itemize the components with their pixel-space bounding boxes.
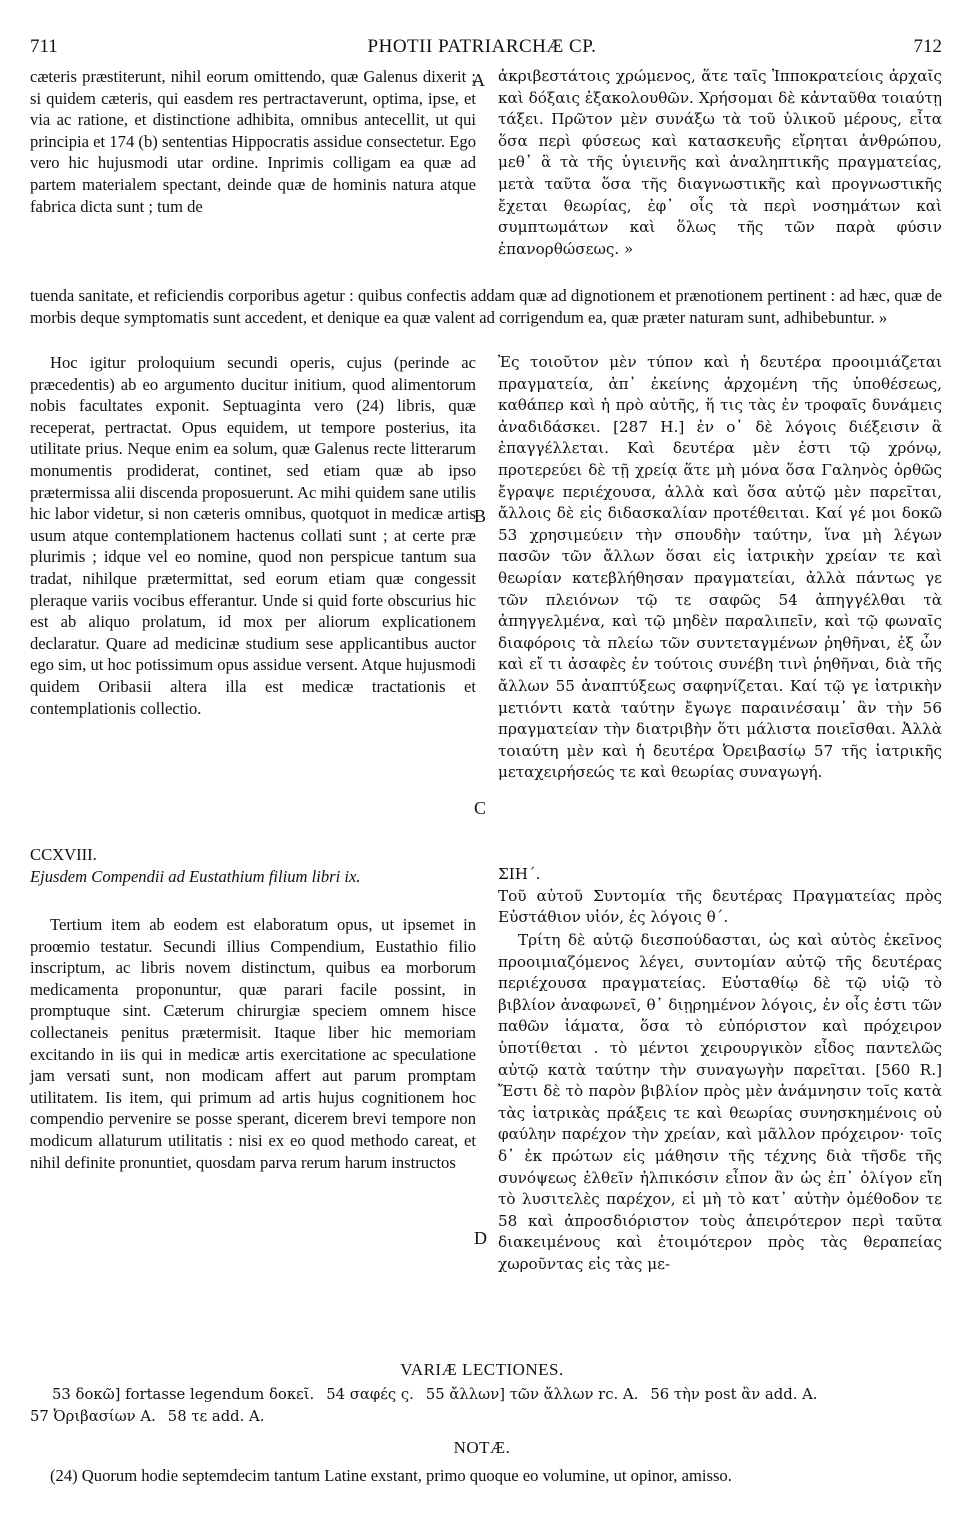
margin-marker-c: C bbox=[474, 798, 487, 818]
page-number-left: 711 bbox=[30, 36, 58, 57]
greek-paragraph: ἀκριβεστάτοις χρώμενος, ἅτε ταῖς Ἱπποκρατείοις ἀρχαῖς καὶ δόξαις ἐξακολουθῶν. Χρήσομαι δὲ κἀνταῦθα τοιαύτῃ τάξει. Πρῶτον μὲν συνάξω τὰ τοῦ ὑλικοῦ μέρους, εἶτα ὅσα περὶ φύσεως καὶ κατασκευῆς εἴρηται ἀνθρώπου, μεθ᾽ ἃ τὰ τῆς ὑγιεινῆς καὶ ἀναληπτικῆς πραγματείας, μετὰ ταῦτα ὅσα τῆς διαγνωστικῆς καὶ προγνωστικῆς ἔχεται θεωρίας, ἐφ᾽ οἷς τὰ περὶ νοσημάτων καὶ συμπτωμάτων καὶ ὅλως τῆς τῶν παρὰ φύσιν ἐπανορθώσεως. » bbox=[498, 67, 942, 258]
margin-marker-b: B bbox=[474, 506, 487, 526]
greek-section-number: ΣΙΗ΄. bbox=[498, 865, 541, 883]
greek-column-block-2 bbox=[498, 352, 942, 784]
variant-57: 57 Ὀριβασίων A. bbox=[30, 1408, 156, 1425]
running-title: PHOTII PATRIARCHÆ CP. bbox=[367, 36, 597, 57]
variae-lectiones-heading: VARIÆ LECTIONES. bbox=[400, 1360, 564, 1379]
margin-marker-a: A bbox=[472, 70, 485, 90]
page bbox=[22, 0, 942, 1540]
margin-marker-d: D bbox=[474, 1228, 487, 1248]
variant-55: 55 ἄλλων] τῶν ἄλλων rc. A. bbox=[425, 1386, 639, 1403]
latin-section-heading bbox=[30, 844, 476, 887]
latin-section-title: Ejusdem Compendii ad Eustathium filium libri ix. bbox=[30, 866, 361, 886]
variant-54: 54 σαφές ς. bbox=[326, 1386, 414, 1403]
full-width-bridge bbox=[30, 285, 942, 328]
greek-column-block-3 bbox=[498, 930, 942, 1276]
variant-56: 56 τὴν post ἂν add. A. bbox=[650, 1386, 818, 1403]
latin-section-number: CCXVIII. bbox=[30, 845, 97, 864]
latin-paragraph: cæteris præstiterunt, nihil eorum omittendo, quæ Galenus dixerit ; si quidem cæteris, qui easdem res pertractaverunt, optima, ipse, et via ac ratione, et distinctione adhibita, omnibus antecellit, ut qui principia et 174 (b) sententias Hippocratis assidue consectetur. Ego vero hic hujusmodi utar ordine. Inprimis colligam ea quæ ad partem materialem spectant, deinde quæ de hominis natura atque fabrica dicta sunt ; tum de bbox=[30, 67, 476, 216]
notae-heading: NOTÆ. bbox=[453, 1438, 511, 1457]
variae-line-2 bbox=[30, 1406, 920, 1427]
latin-column-block-1 bbox=[30, 66, 476, 217]
variant-58: 58 τε add. A. bbox=[167, 1408, 265, 1425]
note-24: (24) Quorum hodie septemdecim tantum Latine exstant, primo quoque eo volumine, ut opinor, amisso. bbox=[50, 1466, 732, 1485]
greek-paragraph: Τρίτη δὲ αὐτῷ διεσπούδασται, ὡς καὶ αὐτὸς ἐκεῖνος προοιμιαζόμενος λέγει, συντομίαν αὐτῷ τῆς δευτέρας περιέχουσα πραγματείας. Εὐσταθίῳ δὲ τῷ υἱῷ τὸ βιβλίον ἀναφωνεῖ, θ᾽ διῃρημένον λόγοις, ἐν οἷς ἐστι τῶν παθῶν ἰάματα, ὅσα τὸ εὐπόριστον καὶ πρόχειρον ὑποτίθεται . τὸ μέντοι χειρουργικὸν εἶδος παντελῶς αὐτῷ κατὰ ταύτην τὴν συναγωγὴν παρεῖται. [560 R.] Ἔστι δὲ τὸ παρὸν βιβλίον πρὸς μὲν ἀνάμνησιν τοῖς κατὰ τὰς ἰατρικὰς πράξεις τε καὶ θεωρίας συνησκημένοις οὐ φαύλην παρέχον τὴν χρείαν, καὶ μᾶλλον πρόχειρον· τοῖς δ᾽ ἐκ πρώτων εἰς μάθησιν τῆς τέχνης διὰ τῆσδε τῆς συνόψεως ἐλθεῖν ἠλπικόσιν εἶπον ἂν ὡς ἐπ᾽ ὀλίγον εἴη τὸ λυσιτελὲς παρέχον, εἰ μὴ τὸ κατ᾽ αὐτὴν ὁμέθοδον τε 58 καὶ ἀπροσδιόριστον τοὺς ἀπειρότερον περὶ ταῦτα διακειμένους καὶ ἑτοιμότερον πρὸς τὰς θεραπείας χωροῦντας εἰς τὰς με- bbox=[498, 931, 942, 1273]
variant-53: 53 δοκῶ] fortasse legendum δοκεῖ. bbox=[52, 1386, 315, 1403]
greek-section-title: Τοῦ αὐτοῦ Συντομία τῆς δευτέρας Πραγματείας πρὸς Εὐστάθιον υἱόν, ἐς λόγοις θ΄. bbox=[498, 886, 942, 927]
latin-column-block-2 bbox=[30, 352, 476, 719]
greek-section-heading bbox=[498, 864, 942, 929]
greek-column-block-1 bbox=[498, 66, 942, 260]
latin-paragraph: Hoc igitur proloquium secundi operis, cujus (perinde ac præcedentis) ab eo argumento ducitur initium, quod alimentorum nobis facultates exponit. Septuaginta vero (24) libris, quæ receperat, pertractat. Opus equidem, ut tempore posterius, ita utilitate prius. Neque enim ea solum, quæ Galenus recte litterarum monumentis prodiderat, continet, sed etiam quæ ab ipso prætermissa alii discenda proposuerunt. Ac mihi quidem sane utilis hic labor videtur, si non cæteris omnibus, quotquot in medicæ artis usum atque contemplationem hactenus collati sunt ; at certe præ plurimis ; idque vel eo nomine, quod non perspicue tantum sua tradat, nihilque prætermittat, sed eorum etiam quæ congessit pleraque variis vocibus efferantur. Unde si quid forte obscurius hic est ab aliquo prolatum, id mox per aliorum explicationem declaratur. Quare ad medicinæ studium sese applicantibus auctor ego sim, ut hoc potissimum opus assidue versent. Atque hujusmodi quidem Oribasii altera illa est medicæ tractationis et contemplationis collectio. bbox=[30, 353, 476, 718]
latin-column-block-3 bbox=[30, 914, 476, 1173]
greek-paragraph: Ἐς τοιοῦτον μὲν τύπον καὶ ἡ δευτέρα προοιμιάζεται πραγματεία, ἀπ᾽ ἐκείνης ἀρχομένη τῆς ὑποθέσεως, καθάπερ καὶ ἡ πρὸ αὐτῆς, ἥ τις τὰς ἐν τροφαῖς δυνάμεις ἀναδιδάσκει. [287 H.] ἐν ο᾽ δὲ λόγοις διέξεισιν ἃ ἐπαγγέλλεται. Καὶ δευτέρα μὲν ἐστι τῷ χρόνῳ, προτερεύει δὲ τῇ χρείᾳ ἅτε μὴ μόνα ὅσα Γαληνὸς ὀρθῶς ἔγραψε περιέχουσα, ἀλλὰ καὶ ὅσα αὐτῷ μὲν παρεῖται, ἄλλοις δὲ εἰς διδασκαλίαν προτέθειται. Καί γέ μοι δοκῶ 53 χρησιμεύειν τὴν σπουδὴν ταύτην, ἵνα μὴ λέγων πασῶν τῶν ἄλλων ὅσαι εἰς ἰατρικὴν χρείαν τε καὶ θεωρίαν κατεβλήθησαν πραγματείαι, ἀλλὰ πάντως γε τῶν πλειόνων τῷ τε σαφῶς 54 ἀπηγγέλθαι τὰ ἀπηγγελμένα, καὶ τῷ μηδὲν παραλιπεῖν, καὶ τῷ φωναῖς διαφόροις τὰ πλείω τῶν συντεταγμένων ῥηθῆναι, ἐξ ὧν καὶ εἴ τι ἀσαφὲς ἐν τούτοις συνέβη τινὶ ῥηθῆναι, διὰ τῆς ἄλλων 55 ἀναπτύξεως σαφηνίζεται. Καί τῷ γε ἰατρικὴν μετιόντι κατὰ ταύτην ἔγωγε παραινέσαιμ᾽ ἂν τὴν 56 πραγματείαν τὴν διατριβὴν ὅτι μάλιστα ποιεῖσθαι. Ἀλλὰ τοιαύτη μὲν καὶ ἡ δευτέρα Ὀρειβασίῳ 57 τῆς ἰατρικῆς μεταχειρήσεώς τε καὶ θεωρίας συναγωγή. bbox=[498, 353, 942, 782]
page-number-right: 712 bbox=[913, 36, 942, 57]
running-header bbox=[22, 36, 942, 62]
bridge-paragraph: tuenda sanitate, et reficiendis corporibus agetur : quibus confectis addam quæ ad dignotionem et prænotionem pertinent : ad hæc, quæ de morbis deque symptomatis sunt accedent, et denique ea quæ valent ad corrigendum ea, quæ præter naturam sunt, adhibebuntur. » bbox=[30, 286, 942, 327]
notae-text bbox=[30, 1466, 942, 1486]
latin-paragraph: Tertium item ab eodem est elaboratum opus, ut ipsemet in proœmio testatur. Secundi illius Compendium, Eustathio filio inscriptum, ac libris novem distinctum, quibus ea morborum medicamenta proponuntur, quæ parari facile possint, in promptuque sint. Cæterum chirurgiæ speciem omnem hisce collectaneis penitus prætermisit. Itaque liber hic memoriam excitando in iis qui in medicæ artis exercitatione ac speculatione jam versati sunt, non modicam affert aut parum promptam utilitatem. Iis item, qui primum ad artis hujus cognitionem hoc compendio pervenire se posse sperant, dicerem brevi tempore non modicum allaturum utilitatis : nisi ex eo quod methodo careat, et nihil definite pronuntiet, quosdam parva rerum harum instructos bbox=[30, 915, 476, 1172]
variae-line-1 bbox=[52, 1384, 942, 1405]
